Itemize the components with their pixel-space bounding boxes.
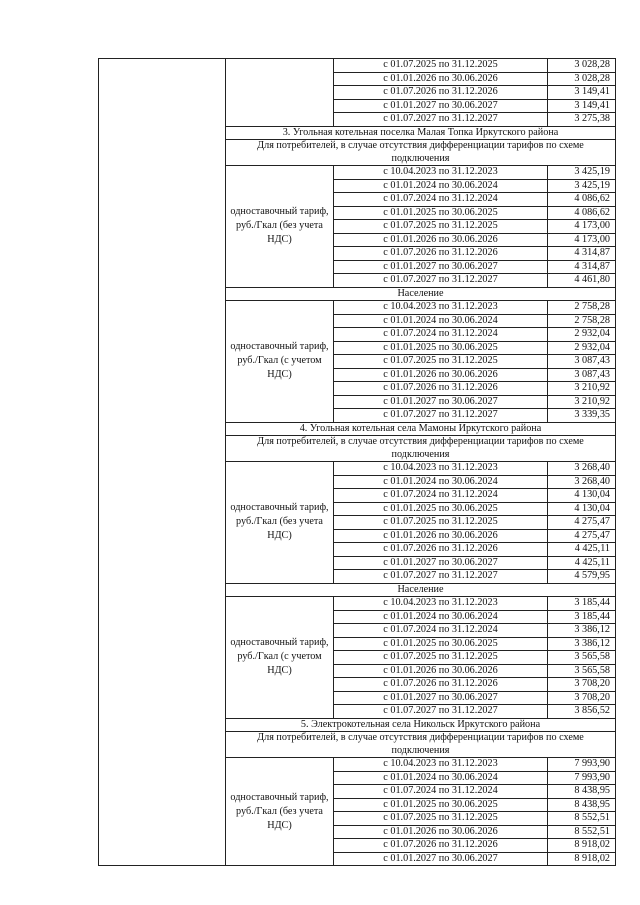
period-cell: с 01.07.2026 по 31.12.2026 (334, 839, 548, 853)
section-title: 5. Электрокотельная села Никольск Иркутского района (226, 718, 616, 732)
tariff-table-container (98, 58, 615, 864)
period-cell: с 01.07.2026 по 31.12.2026 (334, 543, 548, 557)
value-cell: 7 993,90 (548, 771, 616, 785)
value-cell: 4 314,87 (548, 260, 616, 274)
period-cell: с 01.01.2027 по 30.06.2027 (334, 556, 548, 570)
period-cell: с 01.01.2026 по 30.06.2026 (334, 825, 548, 839)
value-cell: 4 425,11 (548, 543, 616, 557)
value-cell: 3 210,92 (548, 395, 616, 409)
period-cell: с 01.07.2027 по 31.12.2027 (334, 705, 548, 719)
value-cell: 3 268,40 (548, 475, 616, 489)
value-cell: 2 932,04 (548, 341, 616, 355)
value-cell: 4 275,47 (548, 516, 616, 530)
tariff-type-cell: одноставочный тариф, руб./Гкал (с учетом НДС) (226, 597, 334, 719)
period-cell: с 10.04.2023 по 31.12.2023 (334, 301, 548, 315)
period-cell: с 01.07.2025 по 31.12.2025 (334, 59, 548, 73)
tariff-table-body (99, 59, 616, 866)
value-cell: 3 210,92 (548, 382, 616, 396)
period-cell: с 01.07.2027 по 31.12.2027 (334, 274, 548, 288)
period-cell: с 01.01.2026 по 30.06.2026 (334, 368, 548, 382)
period-cell: с 01.01.2025 по 30.06.2025 (334, 637, 548, 651)
period-cell: с 01.07.2024 по 31.12.2024 (334, 785, 548, 799)
period-cell: с 01.01.2027 по 30.06.2027 (334, 691, 548, 705)
value-cell: 3 028,28 (548, 59, 616, 73)
table-row (99, 59, 616, 73)
value-cell: 3 028,28 (548, 72, 616, 86)
period-cell: с 01.07.2024 по 31.12.2024 (334, 489, 548, 503)
value-cell: 2 758,28 (548, 301, 616, 315)
value-cell: 4 173,00 (548, 220, 616, 234)
value-cell: 3 708,20 (548, 678, 616, 692)
value-cell: 4 086,62 (548, 193, 616, 207)
value-cell: 8 438,95 (548, 798, 616, 812)
period-cell: с 01.07.2027 по 31.12.2027 (334, 570, 548, 584)
value-cell: 8 438,95 (548, 785, 616, 799)
period-cell: с 01.07.2027 по 31.12.2027 (334, 113, 548, 127)
value-cell: 8 552,51 (548, 825, 616, 839)
value-cell: 4 461,80 (548, 274, 616, 288)
value-cell: 3 339,35 (548, 409, 616, 423)
period-cell: с 01.01.2024 по 30.06.2024 (334, 610, 548, 624)
group-header: Для потребителей, в случае отсутствия дифференциации тарифов по схеме подключения (226, 732, 616, 758)
period-cell: с 01.01.2026 по 30.06.2026 (334, 72, 548, 86)
value-cell: 4 173,00 (548, 233, 616, 247)
value-cell: 3 087,43 (548, 355, 616, 369)
tariff-type-cell: одноставочный тариф, руб./Гкал (с учетом НДС) (226, 301, 334, 423)
value-cell: 3 185,44 (548, 610, 616, 624)
period-cell: с 01.01.2024 по 30.06.2024 (334, 475, 548, 489)
value-cell: 4 130,04 (548, 489, 616, 503)
value-cell: 3 275,38 (548, 113, 616, 127)
value-cell: 4 130,04 (548, 502, 616, 516)
value-cell: 4 275,47 (548, 529, 616, 543)
value-cell: 4 425,11 (548, 556, 616, 570)
period-cell: с 01.01.2027 по 30.06.2027 (334, 852, 548, 866)
period-cell: с 10.04.2023 по 31.12.2023 (334, 597, 548, 611)
group-header: Население (226, 287, 616, 301)
period-cell: с 01.01.2025 по 30.06.2025 (334, 502, 548, 516)
value-cell: 3 565,58 (548, 664, 616, 678)
period-cell: с 01.01.2025 по 30.06.2025 (334, 206, 548, 220)
period-cell: с 01.07.2026 по 31.12.2026 (334, 382, 548, 396)
left-margin-cell (99, 59, 226, 866)
period-cell: с 01.07.2024 по 31.12.2024 (334, 193, 548, 207)
period-cell: с 01.07.2025 по 31.12.2025 (334, 355, 548, 369)
value-cell: 3 425,19 (548, 166, 616, 180)
value-cell: 4 086,62 (548, 206, 616, 220)
value-cell: 8 918,02 (548, 839, 616, 853)
period-cell: с 01.07.2024 по 31.12.2024 (334, 624, 548, 638)
group-header: Население (226, 583, 616, 597)
value-cell: 3 856,52 (548, 705, 616, 719)
value-cell: 3 386,12 (548, 637, 616, 651)
section-title: 4. Угольная котельная села Мамоны Иркутского района (226, 422, 616, 436)
period-cell: с 01.01.2026 по 30.06.2026 (334, 529, 548, 543)
tariff-table (98, 58, 616, 866)
tariff-type-cell: одноставочный тариф, руб./Гкал (без учета НДС) (226, 758, 334, 866)
value-cell: 4 314,87 (548, 247, 616, 261)
period-cell: с 10.04.2023 по 31.12.2023 (334, 462, 548, 476)
value-cell: 3 087,43 (548, 368, 616, 382)
period-cell: с 01.07.2026 по 31.12.2026 (334, 86, 548, 100)
value-cell: 3 149,41 (548, 86, 616, 100)
tariff-cell-continued (226, 59, 334, 127)
value-cell: 7 993,90 (548, 758, 616, 772)
period-cell: с 01.07.2026 по 31.12.2026 (334, 247, 548, 261)
group-header: Для потребителей, в случае отсутствия дифференциации тарифов по схеме подключения (226, 436, 616, 462)
period-cell: с 01.07.2025 по 31.12.2025 (334, 651, 548, 665)
value-cell: 3 185,44 (548, 597, 616, 611)
period-cell: с 01.07.2026 по 31.12.2026 (334, 678, 548, 692)
period-cell: с 10.04.2023 по 31.12.2023 (334, 758, 548, 772)
value-cell: 2 932,04 (548, 328, 616, 342)
period-cell: с 01.07.2025 по 31.12.2025 (334, 516, 548, 530)
period-cell: с 01.01.2025 по 30.06.2025 (334, 798, 548, 812)
value-cell: 2 758,28 (548, 314, 616, 328)
section-title: 3. Угольная котельная поселка Малая Топка Иркутского района (226, 126, 616, 140)
period-cell: с 01.01.2026 по 30.06.2026 (334, 233, 548, 247)
period-cell: с 01.01.2027 по 30.06.2027 (334, 99, 548, 113)
period-cell: с 01.07.2025 по 31.12.2025 (334, 812, 548, 826)
period-cell: с 01.07.2024 по 31.12.2024 (334, 328, 548, 342)
value-cell: 3 386,12 (548, 624, 616, 638)
period-cell: с 01.07.2025 по 31.12.2025 (334, 220, 548, 234)
value-cell: 4 579,95 (548, 570, 616, 584)
group-header: Для потребителей, в случае отсутствия дифференциации тарифов по схеме подключения (226, 140, 616, 166)
value-cell: 3 268,40 (548, 462, 616, 476)
period-cell: с 01.01.2024 по 30.06.2024 (334, 314, 548, 328)
value-cell: 8 918,02 (548, 852, 616, 866)
period-cell: с 01.01.2027 по 30.06.2027 (334, 260, 548, 274)
period-cell: с 01.01.2024 по 30.06.2024 (334, 179, 548, 193)
value-cell: 3 425,19 (548, 179, 616, 193)
value-cell: 3 708,20 (548, 691, 616, 705)
tariff-type-cell: одноставочный тариф, руб./Гкал (без учета НДС) (226, 462, 334, 584)
period-cell: с 01.01.2024 по 30.06.2024 (334, 771, 548, 785)
value-cell: 8 552,51 (548, 812, 616, 826)
value-cell: 3 565,58 (548, 651, 616, 665)
period-cell: с 01.01.2026 по 30.06.2026 (334, 664, 548, 678)
tariff-type-cell: одноставочный тариф, руб./Гкал (без учета НДС) (226, 166, 334, 288)
period-cell: с 10.04.2023 по 31.12.2023 (334, 166, 548, 180)
value-cell: 3 149,41 (548, 99, 616, 113)
period-cell: с 01.01.2025 по 30.06.2025 (334, 341, 548, 355)
period-cell: с 01.07.2027 по 31.12.2027 (334, 409, 548, 423)
period-cell: с 01.01.2027 по 30.06.2027 (334, 395, 548, 409)
